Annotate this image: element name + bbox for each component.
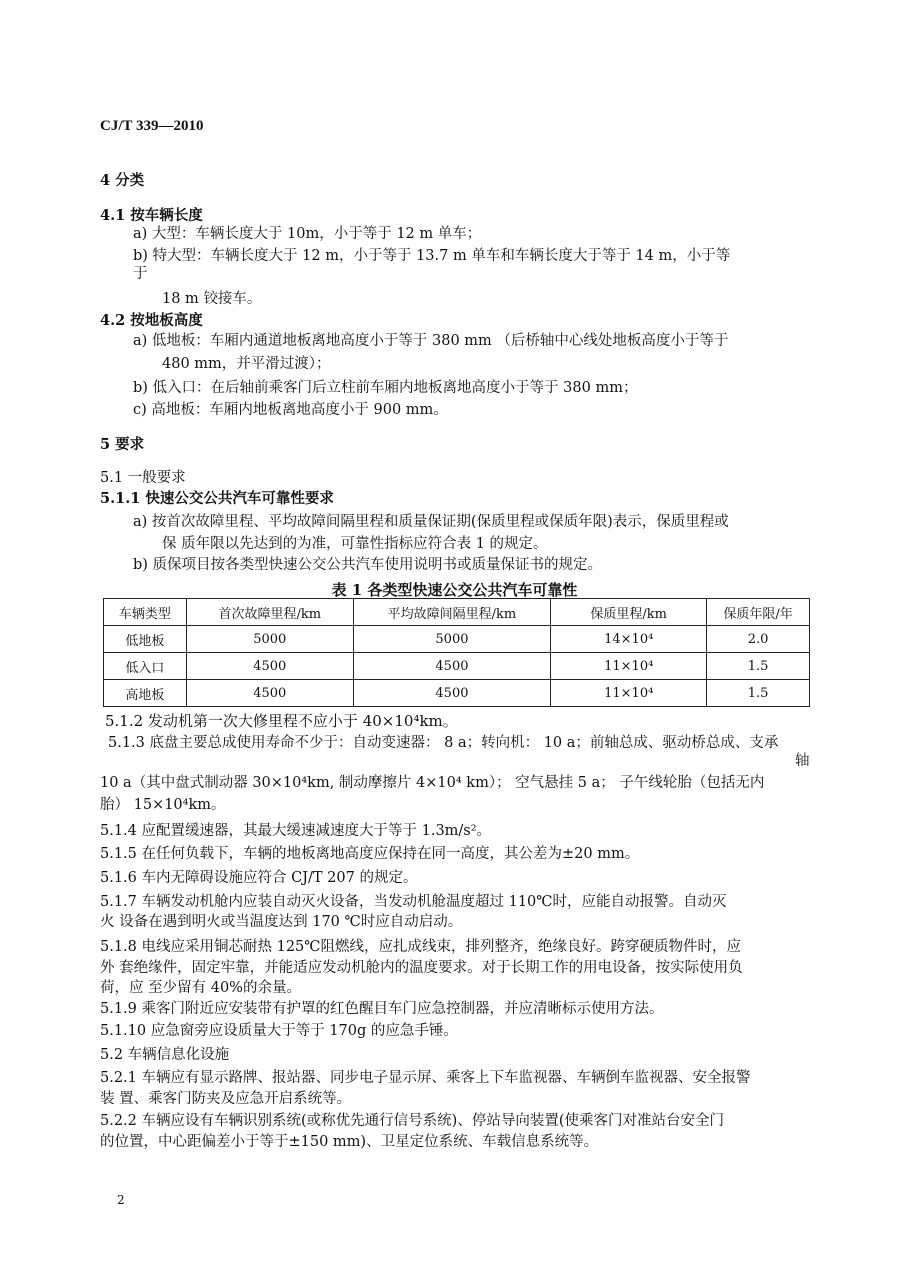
text-line: 18 m 铰接车。 xyxy=(162,291,262,307)
text-line: 外 套绝缘件，固定牢靠，并能适应发动机舱内的温度要求。对于长期工作的用电设备，按实际使用负 xyxy=(100,960,743,976)
text-line: a) 低地板：车厢内通道地板离地高度小于等于 380 mm （后桥轴中心线处地板高度小于等于 xyxy=(133,333,729,349)
table-cell: 高地板 xyxy=(104,680,187,707)
text-line: a) 大型：车辆长度大于 10m，小于等于 12 m 单车； xyxy=(133,226,482,242)
table-row xyxy=(104,680,810,707)
table-cell: 2.0 xyxy=(707,626,810,653)
section-heading: 4.1 按车辆长度 xyxy=(100,207,203,224)
table-header-cell: 平均故障间隔里程/km xyxy=(353,599,551,626)
table-header-cell: 保质里程/km xyxy=(551,599,707,626)
text-line: 的位置，中心距偏差小于等于±150 mm)、卫星定位系统、车载信息系统等。 xyxy=(100,1134,599,1150)
text-line: 480 mm，并平滑过渡）； xyxy=(162,356,331,372)
text-line: 5.1.6 车内无障碍设施应符合 CJ/T 207 的规定。 xyxy=(100,870,418,886)
text-line: 荷，应 至少留有 40%的余量。 xyxy=(100,980,301,996)
table-header-cell: 车辆类型 xyxy=(104,599,187,626)
table-cell: 4500 xyxy=(353,680,551,707)
text-line: 5.1.7 车辆发动机舱内应装自动灭火设备，当发动机舱温度超过 110℃时，应能自动报警。自动灭 xyxy=(100,894,727,910)
reliability-table xyxy=(103,598,810,707)
section-heading: 4 分类 xyxy=(100,172,145,189)
text-line: b) 低入口：在后轴前乘客门后立柱前车厢内地板离地高度小于等于 380 mm； xyxy=(133,380,638,396)
table-header-row xyxy=(104,599,810,626)
text-line: c) 高地板：车厢内地板离地高度小于 900 mm。 xyxy=(133,402,448,418)
table-cell: 11×10⁴ xyxy=(551,680,707,707)
text-line: b) 特大型：车辆长度大于 12 m，小于等于 13.7 m 单车和车辆长度大于等于 14 m，小于等 xyxy=(133,248,731,264)
text-line: 于 xyxy=(133,266,148,282)
text-line: 装 置、乘客门防夹及应急开启系统等。 xyxy=(100,1091,352,1107)
table-row xyxy=(104,653,810,680)
text-line: 5.1.9 乘客门附近应安装带有护罩的红色醒目车门应急控制器，并应清晰标示使用方法。 xyxy=(100,1001,664,1017)
text-line: 5.2.1 车辆应有显示路牌、报站器、同步电子显示屏、乘客上下车监视器、车辆倒车监视器、安全报警 xyxy=(100,1070,751,1086)
table-header-cell: 首次故障里程/km xyxy=(186,599,353,626)
table-cell: 1.5 xyxy=(707,653,810,680)
text-line: 轴 xyxy=(795,753,810,769)
text-line: 5.1.2 发动机第一次大修里程不应小于 40×10⁴km。 xyxy=(105,712,458,730)
section-heading: 5.1.1 快速公交公共汽车可靠性要求 xyxy=(100,490,334,507)
text-line: 5.1 一般要求 xyxy=(100,470,186,486)
table-cell: 1.5 xyxy=(707,680,810,707)
table-cell: 5000 xyxy=(353,626,551,653)
text-line: 5.1.3 底盘主要总成使用寿命不少于：自动变速器： 8 a；转向机： 10 a；前轴总成、驱动桥总成、支承 xyxy=(108,735,779,751)
text-line: b) 质保项目按各类型快速公交公共汽车使用说明书或质量保证书的规定。 xyxy=(133,557,603,573)
section-heading: 5 要求 xyxy=(100,436,145,453)
table-cell: 4500 xyxy=(186,653,353,680)
text-line: 火 设备在遇到明火或当温度达到 170 ℃时应自动启动。 xyxy=(100,914,463,930)
table-cell: 4500 xyxy=(186,680,353,707)
table-row xyxy=(104,626,810,653)
text-line: 5.2.2 车辆应设有车辆识别系统(或称优先通行信号系统)、停站导向装置(使乘客门对准站台安全门 xyxy=(100,1113,724,1129)
section-heading: 4.2 按地板高度 xyxy=(100,312,203,329)
text-line: a) 按首次故障里程、平均故障间隔里程和质量保证期(保质里程或保质年限)表示，保质里程或 xyxy=(133,514,729,530)
text-line: 胎） 15×10⁴km。 xyxy=(100,797,226,813)
text-line: 5.1.8 电线应采用铜芯耐热 125℃阻燃线，应扎成线束，排列整齐，绝缘良好。跨穿硬质物件时，应 xyxy=(100,939,742,955)
table-caption: 表 1 各类型快速公交公共汽车可靠性 xyxy=(331,581,578,599)
page-number: 2 xyxy=(117,1193,125,1207)
text-line: 10 a（其中盘式制动器 30×10⁴km, 制动摩擦片 4×10⁴ km）； 空气悬挂 5 a； 子午线轮胎（包括无内 xyxy=(100,775,765,791)
text-line: 5.1.10 应急窗旁应设质量大于等于 170g 的应急手锤。 xyxy=(100,1023,458,1039)
table-cell: 低地板 xyxy=(104,626,187,653)
text-line: 5.1.4 应配置缓速器，其最大缓速减速度大于等于 1.3m/s²。 xyxy=(100,823,492,839)
table-cell: 14×10⁴ xyxy=(551,626,707,653)
table-cell: 5000 xyxy=(186,626,353,653)
text-line: 5.1.5 在任何负载下，车辆的地板离地高度应保持在同一高度，其公差为±20 mm。 xyxy=(100,846,640,862)
text-line: 5.2 车辆信息化设施 xyxy=(100,1047,230,1063)
table-cell: 低入口 xyxy=(104,653,187,680)
table-cell: 4500 xyxy=(353,653,551,680)
standard-number: CJ/T 339—2010 xyxy=(100,118,204,134)
table-header-cell: 保质年限/年 xyxy=(707,599,810,626)
table-cell: 11×10⁴ xyxy=(551,653,707,680)
text-line: 保 质年限以先达到的为准，可靠性指标应符合表 1 的规定。 xyxy=(162,536,548,552)
